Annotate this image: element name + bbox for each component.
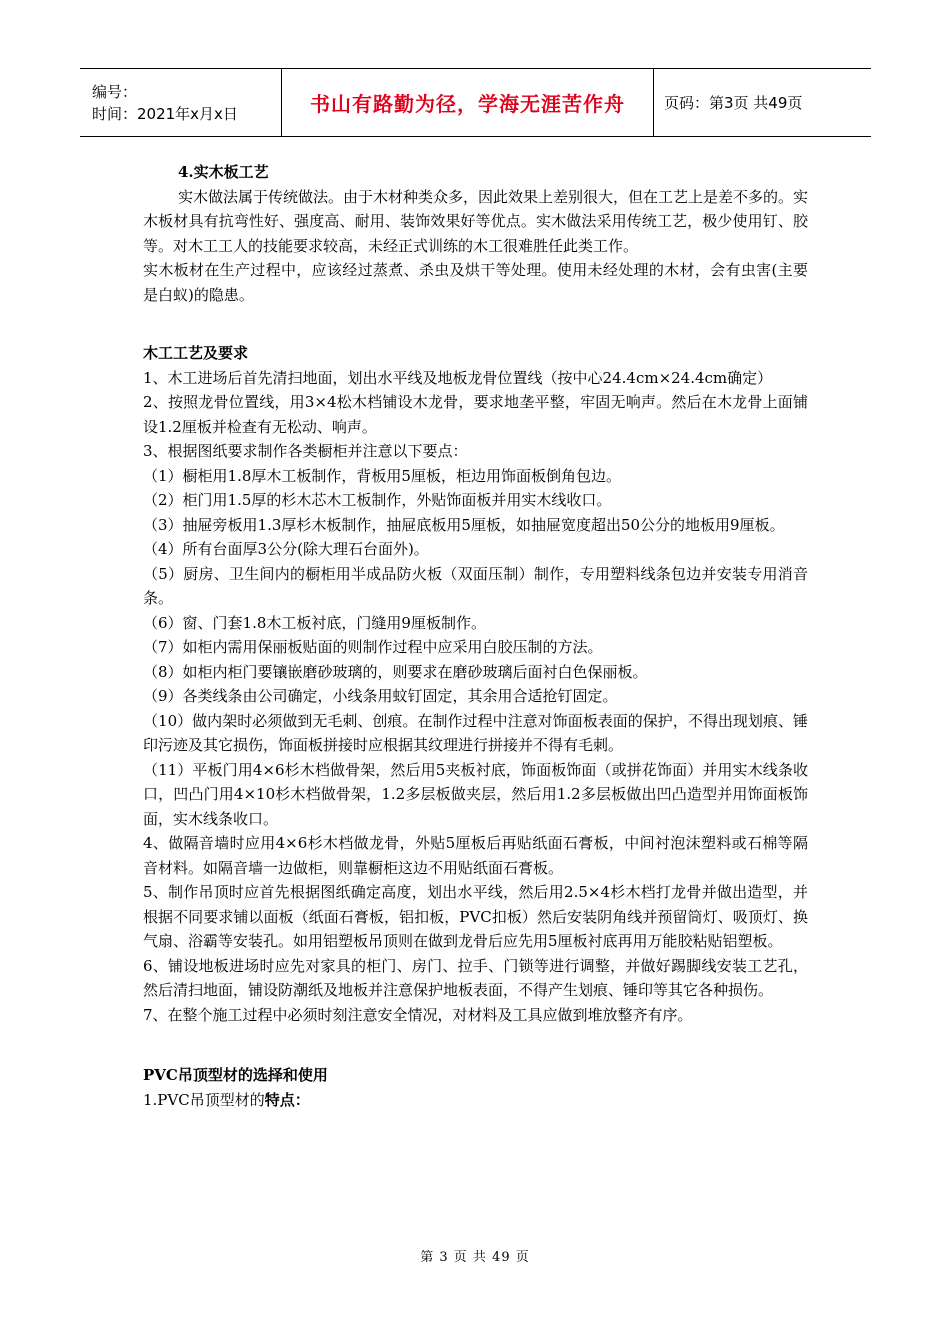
list-item: （2）柜门用1.5厚的杉木芯木工板制作，外贴饰面板并用实木线收口。 [143,491,612,509]
section-heading-pvc: PVC吊顶型材的选择和使用 [143,1066,328,1084]
list-item: 4、做隔音墙时应用4×6杉木档做龙骨，外贴5厘板后再贴纸面石膏板，中间衬泡沫塑料或石棉等隔音材料。如隔音墙一边做柜，则靠橱柜这边不用贴纸面石膏板。 [143,834,808,877]
list-item: 7、在整个施工过程中必须时刻注意安全情况，对材料及工具应做到堆放整齐有序。 [143,1005,693,1024]
list-item: （5）厨房、卫生间内的橱柜用半成品防火板（双面压制）制作，专用塑料线条包边并安装专用消音条。 [143,564,808,607]
spacer [143,1027,808,1063]
list-item: （3）抽屉旁板用1.3厚杉木板制作，抽屉底板用5厘板，如抽屉宽度超出50公分的地板用9厘板。 [143,515,785,534]
list-item: （6）窗、门套1.8木工板衬底，门缝用9厘板制作。 [143,613,486,632]
document-body [143,160,808,1112]
document-number-label: 编号： [92,82,138,101]
subsection-prefix: 1.PVC吊顶型材的 [143,1090,265,1109]
subsection-line [143,1088,808,1113]
paragraph: 实木板材在生产过程中，应该经过蒸煮、杀虫及烘干等处理。使用未经处理的木材，会有虫害(主要是白蚁)的隐患。 [143,261,808,304]
list-item: （4）所有台面厚3公分(除大理石台面外)。 [143,540,429,558]
header-motto: 书山有路勤为径，学海无涯苦作舟 [310,92,625,116]
spacer [143,307,808,341]
list-item: 1、木工进场后首先清扫地面，划出水平线及地板龙骨位置线（按中心24.4cm×24.4cm确定） [143,368,773,387]
header-page-info: 页码：第3页 共49页 [664,94,803,112]
header-motto-cell [282,69,654,136]
list-item: （9）各类线条由公司确定，小线条用蚊钉固定，其余用合适抢钉固定。 [143,687,618,705]
list-item: （11）平板门用4×6杉木档做骨架，然后用5夹板衬底，饰面板饰面（或拼花饰面）并用实木线条收口，凹凸门用4×10杉木档做骨架，1.2多层板做夹层，然后用1.2多层板做出凹凸造型并用饰面板饰面，实木线条收口。 [143,760,808,828]
list-item: （1）橱柜用1.8厚木工板制作，背板用5厘板，柜边用饰面板倒角包边。 [143,466,621,485]
list-item: 3、根据图纸要求制作各类橱柜并注意以下要点： [143,442,468,460]
list-item: 2、按照龙骨位置线，用3×4松木档铺设木龙骨，要求地垄平整，牢固无响声。然后在木龙骨上面铺设1.2厘板并检查有无松动、响声。 [143,393,808,436]
section-heading-solid-wood: 4.实木板工艺 [178,163,269,181]
header-page-info-cell [654,69,871,136]
list-item: 5、制作吊顶时应首先根据图纸确定高度，划出水平线，然后用2.5×4杉木档打龙骨并做出造型，并根据不同要求铺以面板（纸面石膏板，铝扣板，PVC扣板）然后安装阴角线并预留筒灯、吸顶灯、换气扇、浴霸等安装孔。如用铝塑板吊顶则在做到龙骨后应先用5厘板衬底再用万能胶粘贴铝塑板。 [143,883,808,950]
paragraph: 实木做法属于传统做法。由于木材种类众多，因此效果上差别很大，但在工艺上是差不多的。实木板材具有抗弯性好、强度高、耐用、装饰效果好等优点。实木做法采用传统工艺，极少使用钉、胶等。对木工工人的技能要求较高，未经正式训练的木工很难胜任此类工作。 [143,187,809,255]
document-date: 时间：2021年x月x日 [92,104,238,123]
list-item: （7）如柜内需用保丽板贴面的则制作过程中应采用白胶压制的方法。 [143,638,603,656]
list-item: （10）做内架时必须做到无毛刺、创痕。在制作过程中注意对饰面板表面的保护，不得出现划痕、锤印污迹及其它损伤，饰面板拼接时应根据其纹理进行拼接并不得有毛刺。 [143,711,808,754]
header-meta [80,69,282,136]
page-footer: 第 3 页 共 49 页 [420,1250,530,1265]
list-item: （8）如柜内柜门要镶嵌磨砂玻璃的，则要求在磨砂玻璃后面衬白色保丽板。 [143,662,648,681]
subsection-bold-term: 特点： [264,1090,310,1109]
section-heading-carpentry: 木工工艺及要求 [143,344,249,362]
document-header [80,68,871,137]
list-item: 6、铺设地板进场时应先对家具的柜门、房门、拉手、门锁等进行调整，并做好踢脚线安装工艺孔，然后清扫地面，铺设防潮纸及地板并注意保护地板表面，不得产生划痕、锤印等其它各种损伤。 [143,956,808,999]
